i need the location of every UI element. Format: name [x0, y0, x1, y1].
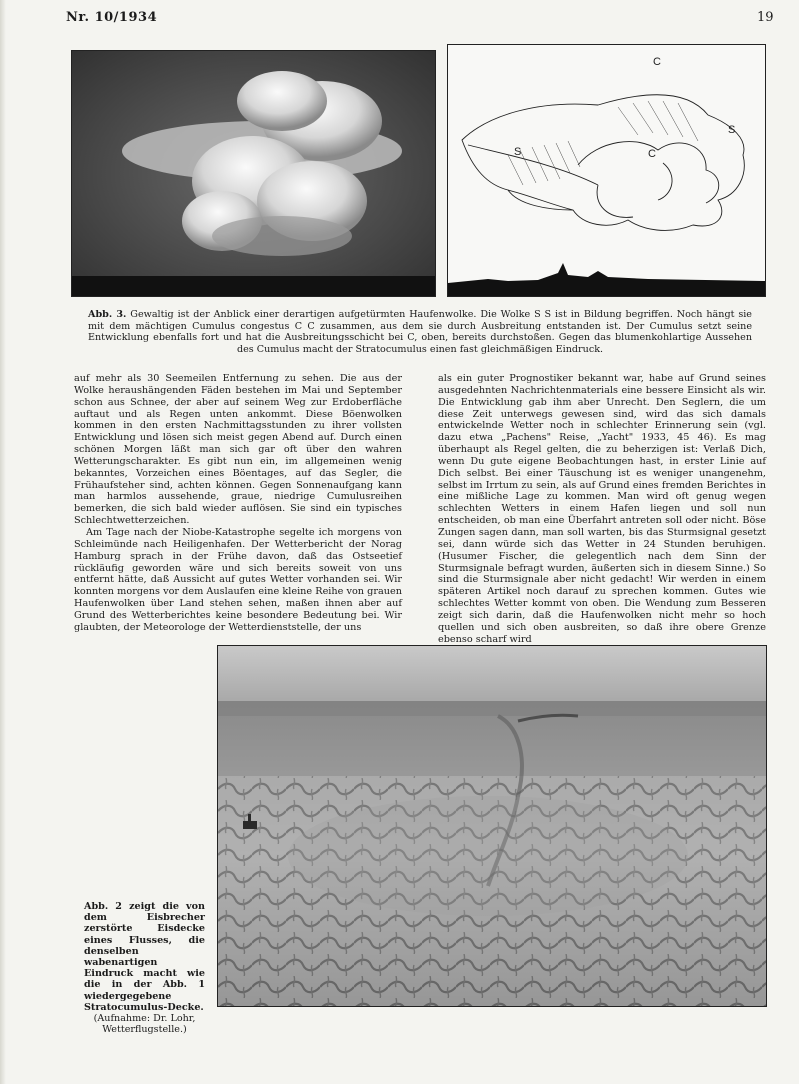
figure2-caption	[84, 901, 205, 1035]
cloud-diagram	[447, 44, 766, 297]
left-paragraph-2: Am Tage nach der Niobe-Katastrophe segelte ich morgens von Schleimünde nach Heiligenhafen. Der Wetterbericht der Norag Hamburg sprach in der Frühe davon, daß das Ostseetief rückläufig geworden wäre und sich bereits soweit von uns entfernt hätte, daß Aussicht auf gutes Wetter vorhanden sei. Wir konnten morgens vor dem Auslaufen eine kleine Reihe von grauen Haufenwolken über Land stehen sehen, maßen ihnen aber auf Grund des Wetterberichtes keine besondere Bedeutung bei. Wir glaubten, der Meteorologe der Wetterdienststelle, der uns	[74, 526, 402, 633]
figure3-caption	[88, 309, 752, 355]
figure3-caption-text: Gewaltig ist der Anblick einer derartigen aufgetürmten Haufenwolke. Die Wolke S S ist in Bildung begriffen. Noch hängt sie mit dem mächtigen Cumulus congestus C C zusammen, aus dem sie durch Ausbreitung entstanden ist. Der Cumulus setzt seine Entwicklung ebenfalls fort und hat die Ausbreitungsschicht bei C, oben, bereits durchstoßen. Gegen das blumenkohlartige Aussehen des Cumulus macht der Stratocumulus einen fast gleichmäßigen Eindruck.	[88, 309, 752, 355]
right-paragraph-1: als ein guter Prognostiker bekannt war, habe auf Grund seines ausgedehnten Nachrichtenmaterials eine bessere Einsicht als wir. Die Entwicklung gab ihm aber Unrecht. Den Seglern, die um diese Zeit unterwegs gewesen sind, wird das sich damals entwickelnde Wetter noch in schlechter Erinnerung sein (vgl. dazu etwa „Pachens" Reise, „Yacht" 1933, 45 46). Es mag überhaupt als Regel gelten, die zu beherzigen ist: Verlaß Dich, wenn Du gute eigene Beobachtungen hast, in erster Linie auf Dich selbst. Bei einer Täuschung ist es weniger unangenehm, selbst im Irrtum zu sein, als auf Grund eines fremden Berichtes in eine mißliche Lage zu kommen. Man wird oft genug wegen schlechten Wetters in einem Hafen liegen und soll nun entscheiden, ob man eine Überfahrt antreten soll oder nicht. Böse Zungen sagen dann, man soll warten, bis das Sturmsignal gesetzt sei, dann würde sich das Wetter in 24 Stunden beruhigen. (Husumer Fischer, die gelegentlich nach dem Sinn der Sturmsignale befragt wurden, äußerten sich in diesem Sinne.) So sind die Sturmsignale aber nicht gedacht! Wir werden in einem späteren Artikel noch darauf zu sprechen kommen. Gutes wie schlechtes Wetter kommt von oben. Die Wendung zum Besseren zeigt sich darin, daß die Haufenwolken nicht mehr so hoch quellen und sich oben ausbreiten, so daß ihre obere Grenze ebenso scharf wird	[438, 373, 766, 645]
figure3-caption-label: Abb. 3.	[88, 309, 127, 320]
issue-number: Nr. 10/1934	[66, 10, 158, 25]
cloud-photo-image	[72, 51, 435, 296]
diagram-label-c-top: C	[653, 56, 661, 68]
article-right-column	[438, 373, 766, 645]
figure2-caption-text: Abb. 2 zeigt die von dem Eisbrecher zerstörte Eisdecke eines Flusses, die denselben wabenartigen Eindruck macht wie die in der Abb. 1 wiedergegebene Stratocumulus-Decke.	[84, 901, 205, 1013]
cloud-photograph	[71, 50, 436, 297]
river-ice-photograph	[217, 645, 767, 1007]
left-paragraph-1: auf mehr als 30 Seemeilen Entfernung zu sehen. Die aus der Wolke heraushängenden Fäden bestehen im Mai und September schon aus Schnee, der aber auf seinem Weg zur Erdoberfläche auftaut und als Regen unten ankommt. Diese Böenwolken kommen in den ersten Nachmittagsstunden zu ihrer vollsten Entwicklung und lösen sich meist gegen Abend auf. Durch einen schönen Morgen läßt man sich gar oft über den wahren Wetterungscharakter. Es gibt nun ein, im allgemeinen wenig bekanntes, Vorzeichen eines Böentages, auf das Segler, die Frühaufsteher sind, achten können. Gegen Sonnenaufgang kann man harmlos aussehende, graue, niedrige Cumulusreihen bemerken, die sich bald wieder auflösen. Sie sind ein typisches Schlechtwetterzeichen.	[74, 373, 402, 527]
figure2-caption-source: (Aufnahme: Dr. Lohr, Wetterflugstelle.)	[93, 1013, 196, 1036]
diagram-label-c-center: C	[648, 148, 656, 160]
river-ice-image	[218, 646, 766, 1006]
cloud-outline-drawing	[448, 45, 765, 296]
page-number: 19	[757, 10, 774, 25]
diagram-label-s-right: S	[728, 124, 736, 136]
article-left-column	[74, 373, 402, 634]
diagram-label-s-left: S	[514, 146, 522, 158]
page-binding-shadow	[0, 0, 6, 1084]
